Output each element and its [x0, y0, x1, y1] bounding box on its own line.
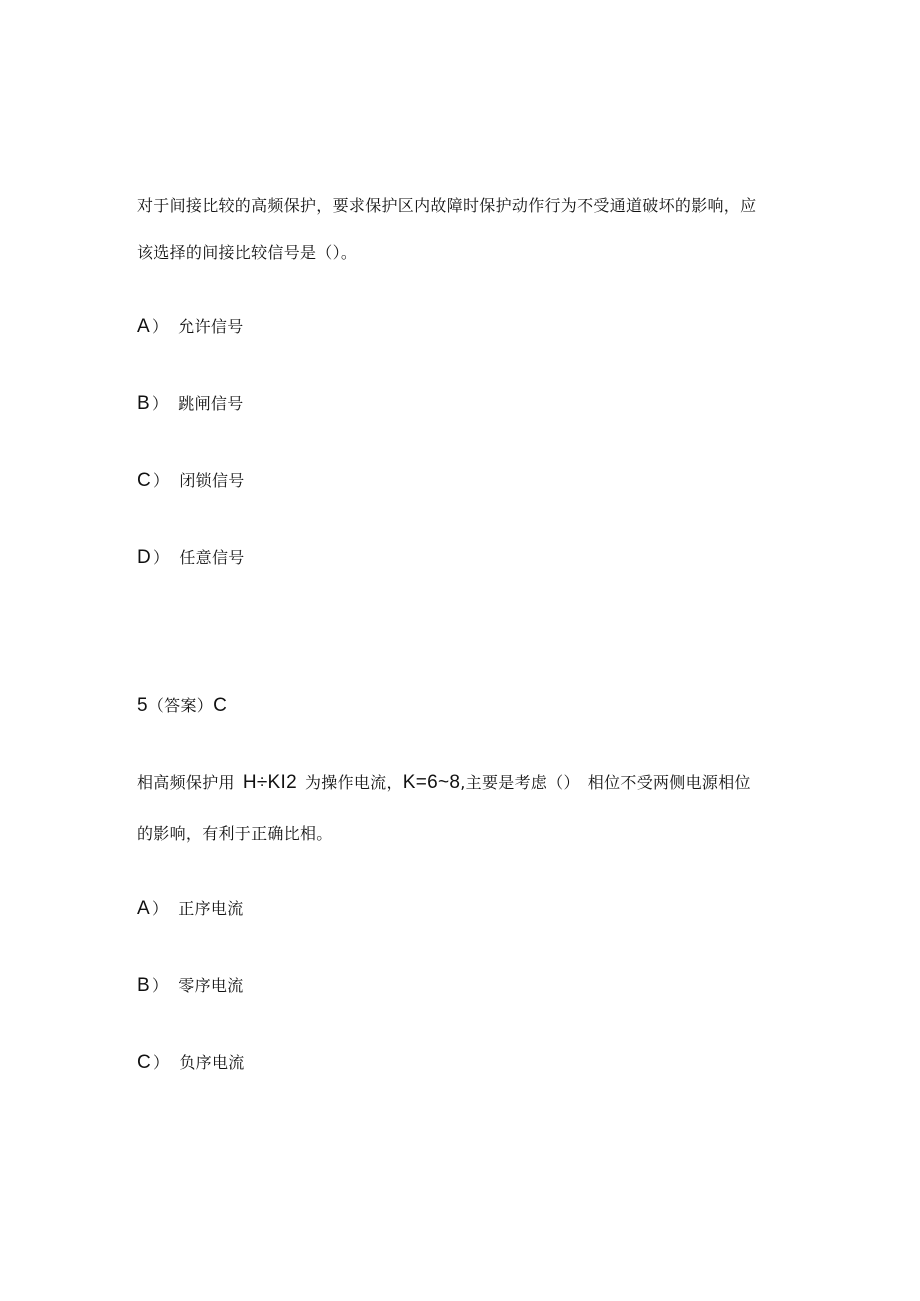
option-letter: B — [137, 393, 150, 414]
option-a — [137, 316, 244, 338]
option-a — [137, 898, 244, 920]
option-letter: C — [137, 470, 152, 491]
option-paren: ） — [151, 899, 169, 918]
answer-value: C — [213, 695, 228, 716]
option-text: 任意信号 — [179, 548, 245, 567]
stem-text: ,主要是考虑（） — [460, 773, 580, 792]
option-text: 正序电流 — [178, 899, 244, 918]
question-1-stem-line-2: 该选择的间接比较信号是（）。 — [137, 243, 358, 262]
option-c — [137, 470, 245, 492]
option-paren: ） — [151, 976, 169, 995]
option-letter: B — [137, 975, 150, 996]
question-2-stem-line-1 — [137, 772, 751, 794]
answer-line — [137, 695, 227, 717]
answer-label: （答案） — [147, 696, 214, 715]
k-range: K=6~8 — [402, 772, 461, 793]
option-text: 跳闸信号 — [178, 394, 244, 413]
option-paren: ） — [153, 1053, 170, 1072]
option-b — [137, 975, 244, 997]
stem-text: 相高频保护用 — [137, 773, 235, 792]
option-text: 允许信号 — [178, 317, 244, 336]
option-text: 闭锁信号 — [179, 471, 245, 490]
option-text: 零序电流 — [178, 976, 244, 995]
stem-text: 相位不受两侧电源相位 — [587, 773, 751, 792]
option-paren: ） — [151, 394, 169, 413]
option-paren: ） — [153, 471, 170, 490]
question-1-stem-line-1: 对于间接比较的高频保护，要求保护区内故障时保护动作行为不受通道破坏的影响，应 — [137, 196, 757, 215]
answer-number: 5 — [137, 695, 148, 716]
option-d — [137, 547, 245, 569]
stem-text: 为操作电流， — [304, 773, 403, 792]
option-letter: D — [137, 547, 152, 568]
formula: H÷KI2 — [242, 772, 297, 793]
option-letter: A — [137, 898, 150, 919]
option-b — [137, 393, 244, 415]
option-letter: A — [137, 316, 150, 337]
option-letter: C — [137, 1052, 152, 1073]
option-paren: ） — [153, 548, 170, 567]
question-2-stem-line-2: 的影响，有利于正确比相。 — [137, 824, 333, 843]
option-text: 负序电流 — [179, 1053, 245, 1072]
option-c — [137, 1052, 245, 1074]
option-paren: ） — [151, 317, 169, 336]
